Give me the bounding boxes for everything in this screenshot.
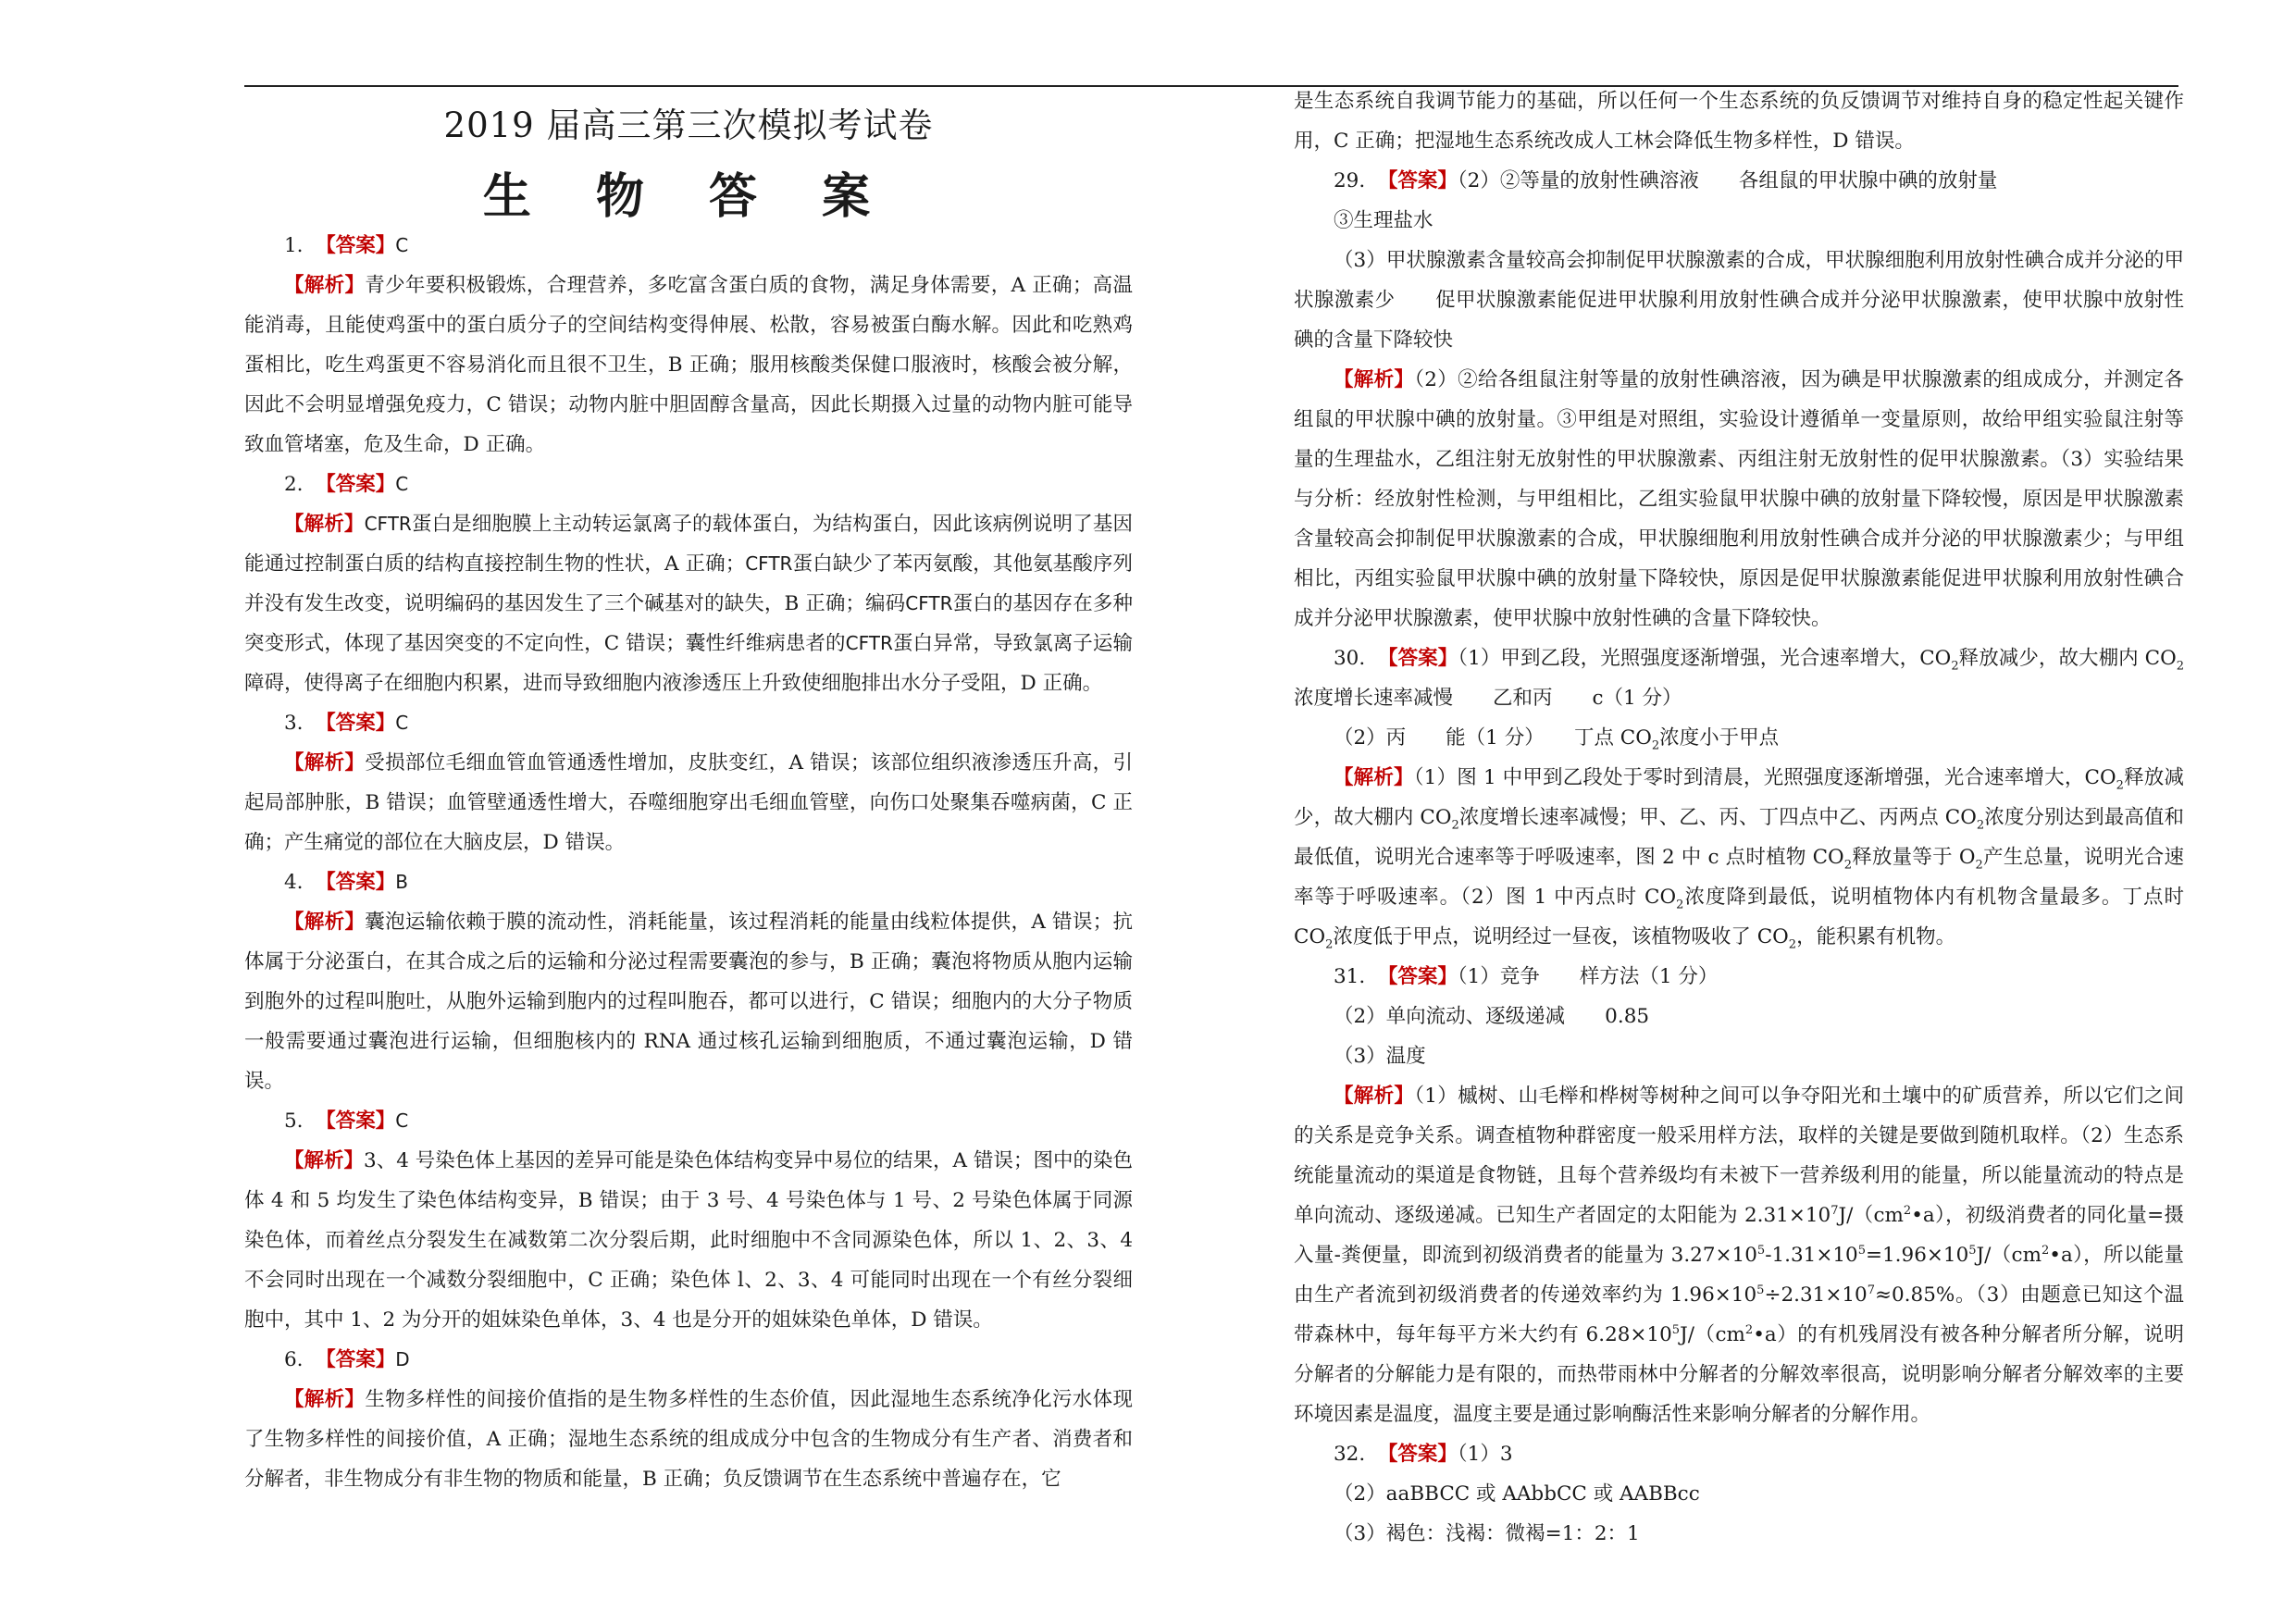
answer-label: 【答案】 [316,1348,396,1371]
q3-answer: 3. 【答案】C [284,712,409,735]
analysis-label: 【解析】 [284,1149,365,1172]
q4-analysis: 【解析】囊泡运输依赖于膜的流动性，消耗能量，该过程消耗的能量由线粒体提供，A 错误；抗体属于分泌蛋白，在其合成之后的运输和分泌过程需要囊泡的参与，B 正确；囊泡将物质从胞内运输到胞外的过程叫胞吐，从胞外运输到胞内的过程叫胞吞，都可以进行，C 错误；细胞内的大分子物质一般需要通过囊泡进行运输，但细胞核内的 RNA 通过核孔运输到细胞质，不通过囊泡运输，D 错误。 [244,911,1133,1093]
answer-label: 【答案】 [316,871,396,894]
q6-analysis: 【解析】生物多样性的间接价值指的是生物多样性的生态价值，因此湿地生态系统净化污水体现了生物多样性的间接价值，A 正确；湿地生态系统的组成成分中包含的生物成分有生产者、消费者和分解者，非生物成分有非生物的物质和能量，B 正确；负反馈调节在生态系统中普遍存在，它 [244,1388,1133,1491]
q1-analysis: 【解析】青少年要积极锻炼，合理营养，多吃富含蛋白质的食物，满足身体需要，A 正确；高温能消毒，且能使鸡蛋中的蛋白质分子的空间结构变得伸展、松散，容易被蛋白酶水解。因此和吃熟鸡蛋相比，吃生鸡蛋更不容易消化而且很不卫生，B 正确；服用核酸类保健口服液时，核酸会被分解，因此不会明显增强免疫力，C 错误；动物内脏中胆固醇含量高，因此长期摄入过量的动物内脏可能导致血管堵塞，危及生命，D 正确。 [244,274,1133,456]
answer-label: 【答案】 [1378,647,1458,670]
q32-answer-line2: （2）aaBBCC 或 AAbbCC 或 AABBcc [1334,1482,1700,1506]
left-text-flow [244,226,1133,1499]
q1-answer: 1. 【答案】C [284,234,409,257]
answer-label: 【答案】 [1377,1443,1458,1466]
q30-answer-line2: （2）丙 能（1 分） 丁点 $CO_2$浓度小于甲点 [1334,726,1780,753]
right-text-flow [1294,81,2184,1554]
q29-answer-line3: （3）甲状腺激素含量较高会抑制促甲状腺激素的合成，甲状腺细胞利用放射性碘合成并分泌的甲状腺激素少 促甲状腺激素能促进甲状腺利用放射性碘合成并分泌甲状腺激素，使甲状腺中放射性碘的含量下降较快 [1294,249,2184,352]
answer-label: 【答案】 [316,473,396,496]
q6-answer: 6. 【答案】D [284,1348,410,1371]
q5-analysis: 【解析】3、4 号染色体上基因的差异可能是染色体结构变异中易位的结果，A 错误；图中的染色体 4 和 5 均发生了染色体结构变异，B 错误；由于 3 号、4 号染色体与 1 号、2 号染色体属于同源染色体，而着丝点分裂发生在减数第二次分裂后期，此时细胞中不含同源染色体，所以 1、2、3、4 不会同时出现在一个减数分裂细胞中，C 正确；染色体 l、2、3、4 可能同时出现在一个有丝分裂细胞中，其中 1、2 为分开的姐妹染色单体，3、4 也是分开的姐妹染色单体，D 错误。 [244,1149,1133,1332]
analysis-label: 【解析】 [284,751,366,775]
q5-answer: 5. 【答案】C [284,1110,409,1133]
q31-analysis: 【解析】（1）槭树、山毛榉和桦树等树种之间可以争夺阳光和土壤中的矿质营养，所以它们之间的关系是竞争关系。调查植物种群密度一般采用样方法，取样的关键是要做到随机取样。（2）生态系统能量流动的渠道是食物链，且每个营养级均有未被下一营养级利用的能量，所以能量流动的特点是单向流动、逐级递减。已知生产者固定的太阳能为 $2.31\times 10^7J/(cm^2•a)$，初级消费者的同化量=摄入量-粪便量，即流到初级消费者的能量为 $3.27\times 10^5-1.31\times 10^5=1.96\times 10^5J/(cm^2•a)$，所以能量由生产者流到初级消费者的传递效率约为 $1.96\times 10^5\div 2.31\times 10^7\approx 0.85\%$。（3）由题意已知这个温带森林中，每年每平方米大约有 $6.28\times 10^5J/(cm^2•a)$的有机残屑没有被各种分解者所分解，说明分解者的分解能力是有限的，而热带雨林中分解者的分解效率很高，说明影响分解者分解效率的主要环境因素是温度，温度主要是通过影响酶活性来影响分解者的分解作用。 [1294,1085,2184,1426]
answer-label: 【答案】 [316,1110,396,1133]
q32-answer-line3: （3）褐色：浅褐：微褐=1：2：1 [1334,1522,1640,1545]
answer-label: 【答案】 [316,234,396,257]
q2-analysis: 【解析】CFTR蛋白是细胞膜上主动转运氯离子的载体蛋白，为结构蛋白，因此该病例说明了基因能通过控制蛋白质的结构直接控制生物的性状，A 正确；CFTR蛋白缺少了苯丙氨酸，其他氨基酸序列并没有发生改变，说明编码的基因发生了三个碱基对的缺失，B 正确；编码CFTR蛋白的基因存在多种突变形式，体现了基因突变的不定向性，C 错误；囊性纤维病患者的CFTR蛋白异常，导致氯离子运输障碍，使得离子在细胞内积累，进而导致细胞内液渗透压上升致使细胞排出水分子受阻，D 正确。 [244,513,1133,695]
q29-answer: 29. 【答案】（2）②等量的放射性碘溶液 各组鼠的甲状腺中碘的放射量 [1334,169,1998,192]
analysis-label: 【解析】 [284,274,366,297]
q29-answer-line2: ③生理盐水 [1334,209,1433,232]
answer-label: 【答案】 [316,712,396,735]
document-subtitle: 生 物 答 案 [482,168,895,225]
analysis-label: 【解析】 [284,911,366,934]
answer-label: 【答案】 [1377,169,1458,192]
q30-answer: 30. 【答案】（1）甲到乙段，光照强度逐渐增强，光合速率增大，$CO_2$释放减少，故大棚内 $CO_2$浓度增长速率减慢 乙和丙 c（1 分） [1294,647,2184,710]
analysis-label: 【解析】 [1334,1085,1415,1108]
analysis-label: 【解析】 [1334,368,1415,391]
q3-analysis: 【解析】受损部位毛细血管血管通透性增加，皮肤变红，A 错误；该部位组织液渗透压升高，引起局部肿胀，B 错误；血管壁通透性增大，吞噬细胞穿出毛细血管壁，向伤口处聚集吞噬病菌，C 正确；产生痛觉的部位在大脑皮层，D 错误。 [244,751,1133,854]
q29-analysis: 【解析】（2）②给各组鼠注射等量的放射性碘溶液，因为碘是甲状腺激素的组成成分，并测定各组鼠的甲状腺中碘的放射量。③甲组是对照组，实验设计遵循单一变量原则，故给甲组实验鼠注射等量的生理盐水，乙组注射无放射性的甲状腺激素、丙组注射无放射性的促甲状腺激素。（3）实验结果与分析：经放射性检测，与甲组相比，乙组实验鼠甲状腺中碘的放射量下降较慢，原因是甲状腺激素含量较高会抑制促甲状腺激素的合成，甲状腺细胞利用放射性碘合成并分泌的甲状腺激素少；与甲组相比，丙组实验鼠甲状腺中碘的放射量下降较快，原因是促甲状腺激素能促进甲状腺利用放射性碘合成并分泌甲状腺激素，使甲状腺中放射性碘的含量下降较快。 [1294,368,2184,630]
q31-answer-line3: （3）温度 [1334,1045,1426,1068]
document-title: 2019 届高三第三次模拟考试卷 [443,105,934,145]
q2-answer: 2. 【答案】C [284,473,409,496]
q6-analysis-continued: 是生态系统自我调节能力的基础，所以任何一个生态系统的负反馈调节对维持自身的稳定性起关键作用，C 正确；把湿地生态系统改成人工林会降低生物多样性，D 错误。 [1294,90,2184,153]
analysis-label: 【解析】 [1334,766,1414,789]
q30-analysis: 【解析】（1）图 1 中甲到乙段处于零时到清晨，光照强度逐渐增强，光合速率增大，$CO_2$释放减少，故大棚内 $CO_2$浓度增长速率减慢；甲、乙、丙、丁四点中乙、丙两点 $CO_2$浓度分别达到最高值和最低值，说明光合速率等于呼吸速率，图 2 中 c 点时植物 $CO_2$释放量等于 $O_2$产生总量，说明光合速率等于呼吸速率。（2）图 1 中丙点时 $CO_2$浓度降到最低，说明植物体内有机物含量最多。丁点时 $CO_2$浓度低于甲点，说明经过一昼夜，该植物吸收了 $CO_2$，能积累有机物。 [1294,766,2184,952]
q31-answer: 31. 【答案】（1）竞争 样方法（1 分） [1334,965,1719,988]
q4-answer: 4. 【答案】B [284,871,408,894]
analysis-label: 【解析】 [284,513,365,536]
analysis-label: 【解析】 [284,1388,366,1411]
answer-label: 【答案】 [1377,965,1458,988]
q32-answer: 32. 【答案】（1）3 [1334,1443,1513,1466]
q31-answer-line2: （2）单向流动、逐级递减 0.85 [1334,1005,1650,1028]
